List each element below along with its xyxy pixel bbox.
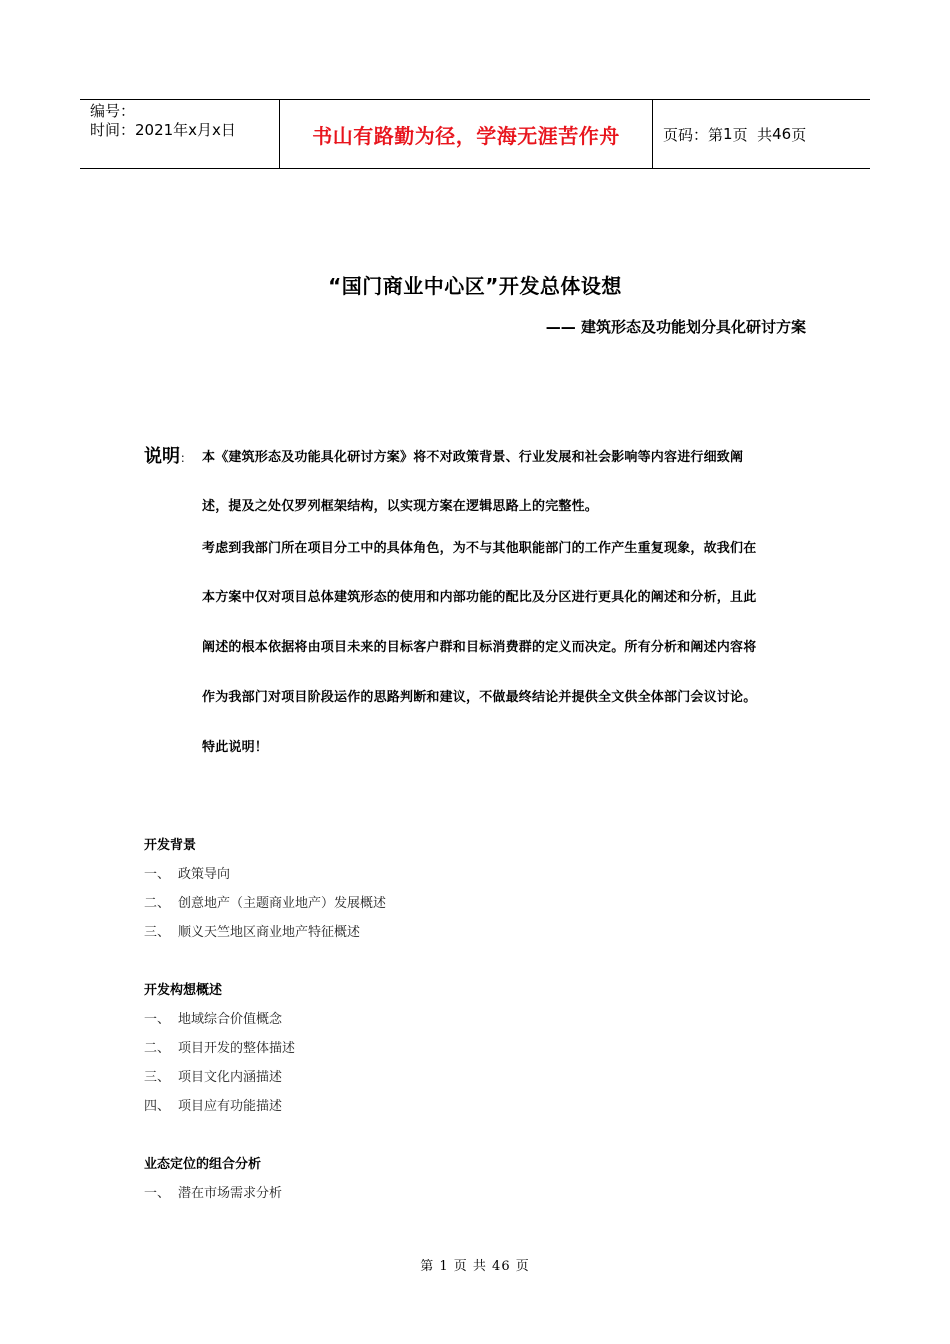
page-number: 1 [723, 125, 733, 143]
toc-item [144, 1066, 282, 1085]
note-line: 本《建筑形态及功能具化研讨方案》将不对政策背景、行业发展和社会影响等内容进行细致阐 [202, 450, 744, 465]
page-end: 页 [791, 125, 807, 144]
toc-item-num: 一、 [144, 1012, 171, 1027]
toc-item-text: 地域综合价值概念 [178, 1012, 283, 1027]
page-total: 46 [772, 125, 792, 143]
motto-text: 书山有路勤为径，学海无涯苦作舟 [312, 123, 620, 148]
toc-item-num: 三、 [144, 1070, 171, 1085]
header-info-cell [80, 100, 280, 168]
note-label-text: 说明 [144, 446, 180, 467]
toc-item-num: 二、 [144, 896, 171, 911]
page-mid: 页 共 [732, 125, 773, 144]
note-line: 特此说明！ [202, 740, 269, 755]
header-table [80, 99, 870, 169]
note-line: 考虑到我部门所在项目分工中的具体角色，为不与其他职能部门的工作产生重复现象，故我们在 [202, 541, 757, 556]
note-colon: ： [180, 451, 193, 465]
time-label: 时间：2021年x月x日 [90, 121, 236, 139]
motto-cell [280, 100, 653, 168]
page-label: 页码：第 [663, 125, 724, 144]
document-title: “国门商业中心区”开发总体设想 [328, 274, 622, 298]
note-line: 作为我部门对项目阶段运作的思路判断和建议，不做最终结论并提供全文供全体部门会议讨论。 [202, 690, 757, 705]
toc-item-text: 政策导向 [178, 867, 231, 882]
toc-heading: 业态定位的组合分析 [144, 1157, 262, 1172]
document-subtitle: —— 建筑形态及功能划分具化研讨方案 [545, 318, 806, 336]
toc-item-text: 顺义天竺地区商业地产特征概述 [178, 925, 361, 940]
toc-item-text: 项目应有功能描述 [178, 1099, 283, 1114]
page-footer: 第 1 页 共 46 页 [420, 1259, 530, 1274]
note-line: 本方案中仅对项目总体建筑形态的使用和内部功能的配比及分区进行更具化的阐述和分析，且此 [202, 590, 757, 605]
toc-item-text: 项目文化内涵描述 [178, 1070, 283, 1085]
toc-item [144, 1008, 282, 1027]
toc-item [144, 863, 230, 882]
toc-item-num: 二、 [144, 1041, 171, 1056]
note-line: 阐述的根本依据将由项目未来的目标客户群和目标消费群的定义而决定。所有分析和阐述内容将 [202, 640, 757, 655]
toc-item-num: 一、 [144, 867, 171, 882]
page-info-cell [653, 100, 870, 168]
toc-item [144, 1037, 295, 1056]
number-label: 编号： [90, 102, 136, 120]
toc-item-text: 项目开发的整体描述 [178, 1041, 296, 1056]
toc-item-num: 四、 [144, 1099, 171, 1114]
toc-item-num: 三、 [144, 925, 171, 940]
toc-heading: 开发构想概述 [144, 983, 223, 998]
toc-item-text: 潜在市场需求分析 [178, 1186, 283, 1201]
toc-item [144, 921, 360, 940]
toc-item-num: 一、 [144, 1186, 171, 1201]
toc-item [144, 892, 386, 911]
note-line: 述，提及之处仅罗列框架结构，以实现方案在逻辑思路上的完整性。 [202, 499, 599, 514]
toc-item [144, 1182, 282, 1201]
note-label [144, 442, 192, 468]
toc-item [144, 1095, 282, 1114]
toc-heading: 开发背景 [144, 838, 197, 853]
toc-item-text: 创意地产（主题商业地产）发展概述 [178, 896, 387, 911]
